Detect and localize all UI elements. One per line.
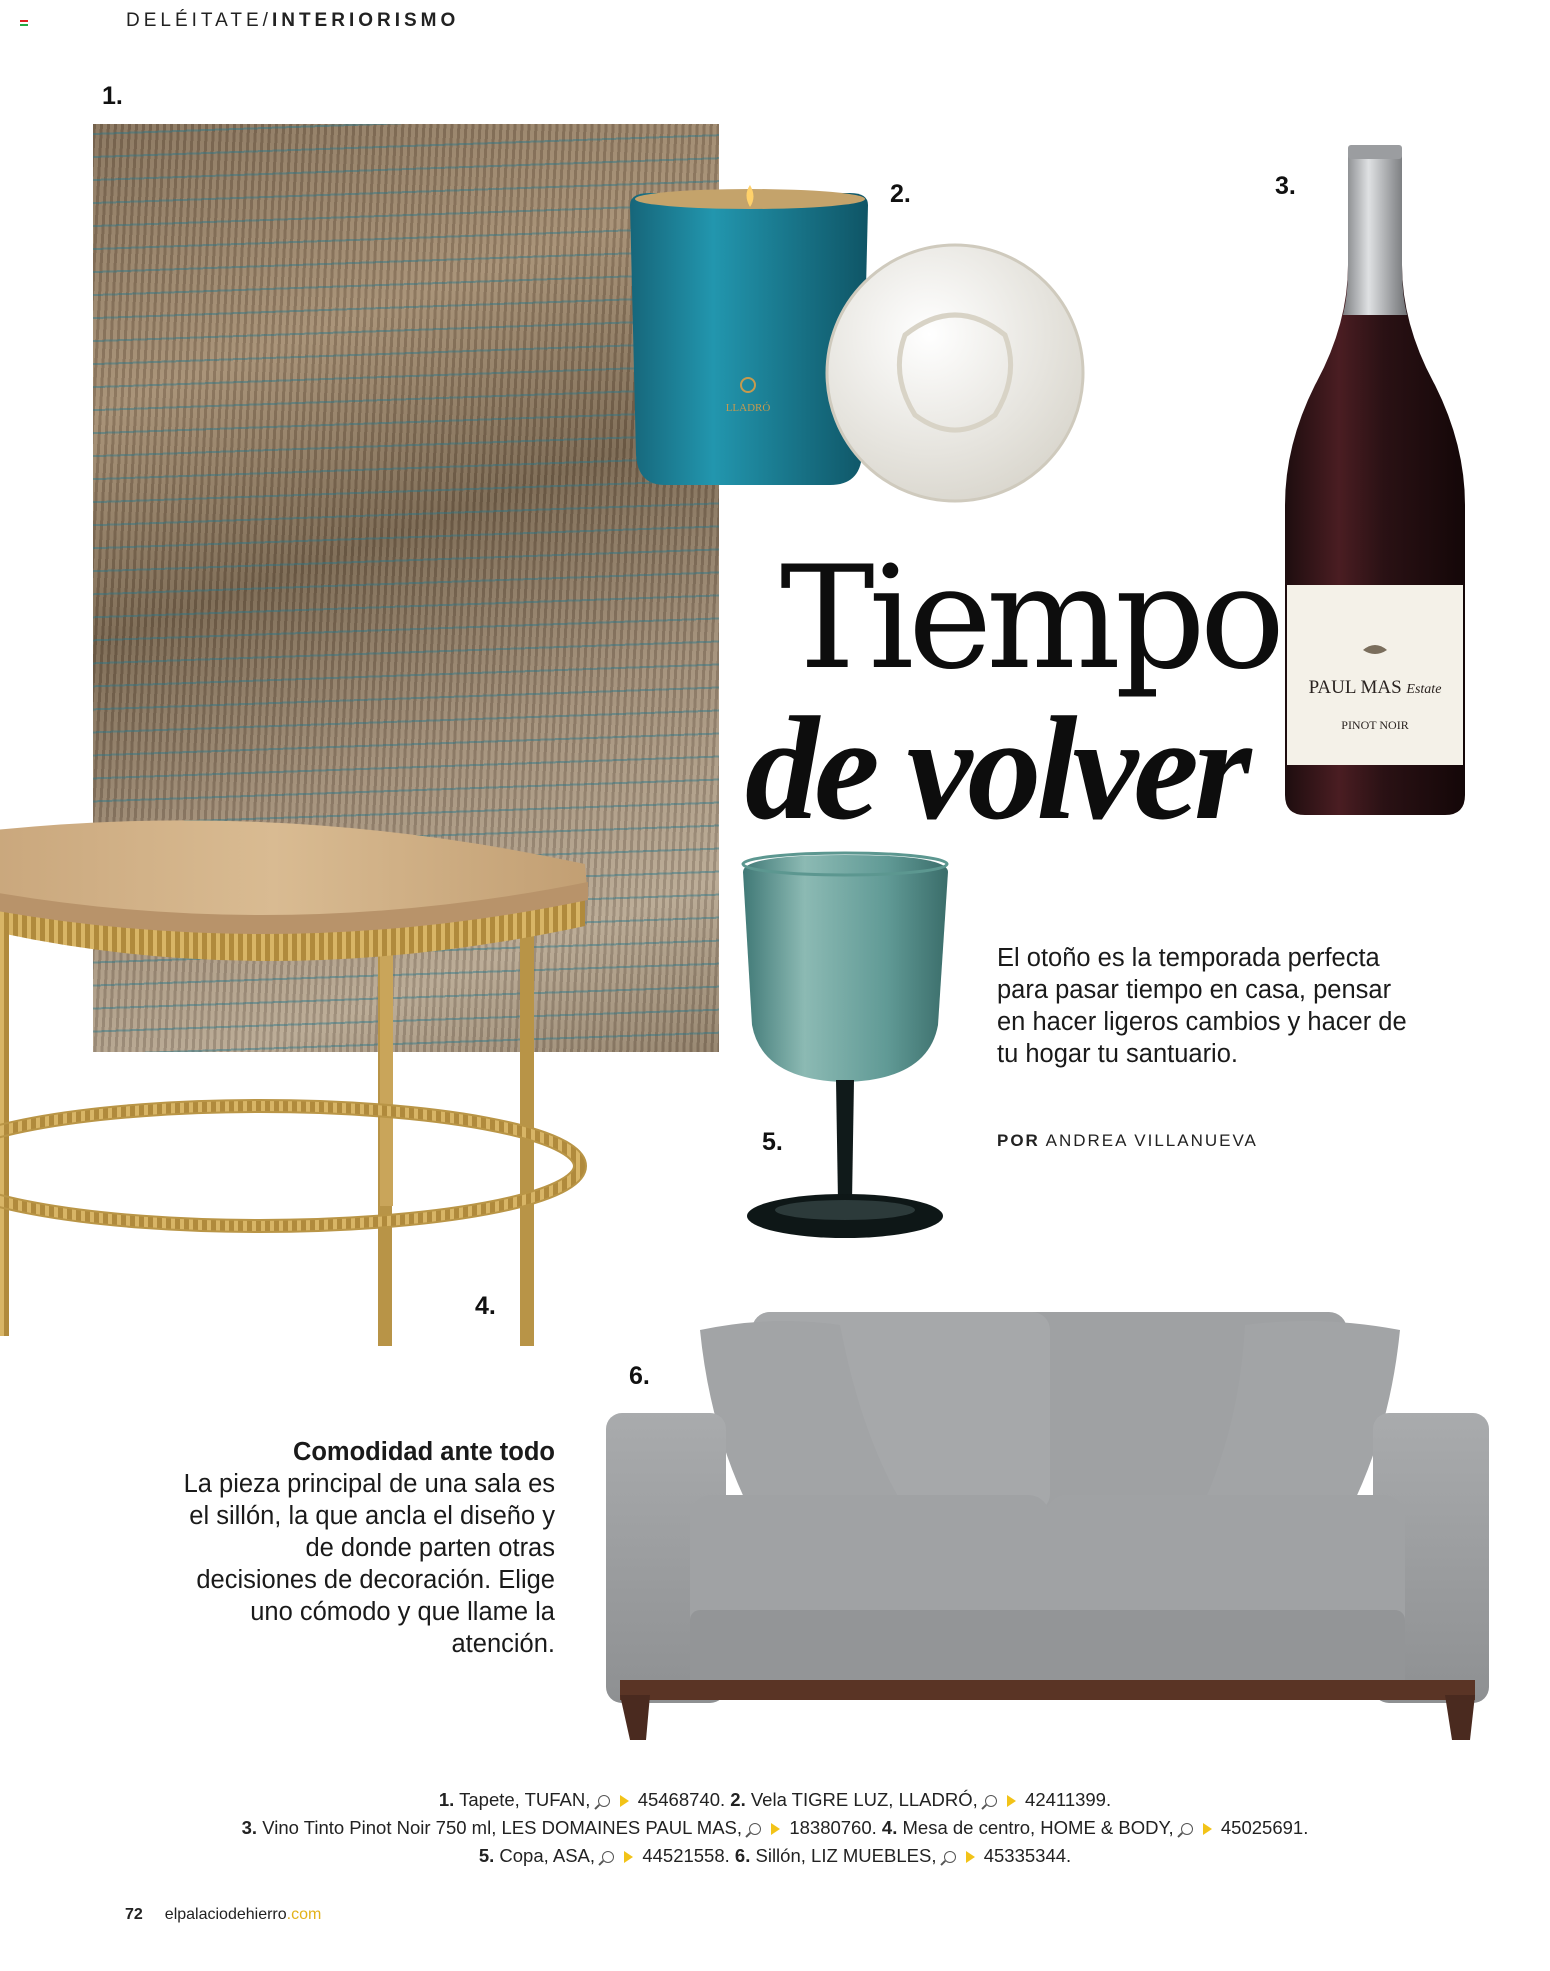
intro-paragraph: El otoño es la temporada perfecta para pasar tiempo en casa, pensar en hacer ligeros cambios y hacer de tu hogar tu santuario. (997, 944, 1407, 1068)
flag-icon (20, 20, 28, 26)
credit-num: 6. (734, 1845, 751, 1866)
candle-brand: LLADRÓ (725, 402, 771, 414)
play-arrow-icon (1203, 1823, 1212, 1835)
item-number-5: 5. (762, 1128, 783, 1156)
play-arrow-icon (1007, 1795, 1016, 1807)
play-arrow-icon (966, 1851, 975, 1863)
credits-line-3 (80, 1842, 1470, 1870)
search-icon (944, 1851, 956, 1863)
credit-text: Copa, ASA, (499, 1845, 596, 1866)
item-number-6: 6. (629, 1362, 650, 1390)
wine-varietal: PINOT NOIR (1341, 718, 1409, 732)
credits-line-1 (80, 1786, 1470, 1814)
credit-code: 42411399. (1025, 1789, 1112, 1810)
search-icon (598, 1795, 610, 1807)
sidebar-body: La pieza principal de una sala es el sillón, la que ancla el diseño y de donde parten otras decisiones de decoración. Elige uno cómodo y que llame la atención. (183, 1470, 555, 1658)
wine-bottle-image (1275, 145, 1475, 820)
byline (997, 1131, 1258, 1151)
credit-code: 45025691. (1220, 1817, 1309, 1838)
credit-text: Sillón, LIZ MUEBLES, (755, 1845, 937, 1866)
wine-glass-image (738, 850, 953, 1245)
footer-domain[interactable]: elpalaciodehierro (164, 1906, 287, 1923)
footer-domain-ext[interactable]: .com (286, 1906, 322, 1923)
credit-code: 18380760. (789, 1817, 877, 1838)
byline-author: ANDREA VILLANUEVA (1045, 1131, 1258, 1150)
credit-text: Vino Tinto Pinot Noir 750 ml, LES DOMAINES PAUL MAS, (262, 1817, 743, 1838)
search-icon (985, 1795, 997, 1807)
play-arrow-icon (624, 1851, 633, 1863)
search-icon (1181, 1823, 1193, 1835)
item-number-1: 1. (102, 82, 123, 110)
section-header (126, 10, 459, 32)
credits-line-2 (80, 1814, 1470, 1842)
search-icon (749, 1823, 761, 1835)
credit-text: Vela TIGRE LUZ, LLADRÓ, (750, 1789, 978, 1810)
article-title-line-2: de volver (745, 687, 1247, 851)
article-title-line-1: Tiempo (780, 536, 1280, 701)
page-footer (125, 1906, 321, 1924)
sofa-image (600, 1310, 1495, 1750)
wine-brand-script: Estate (1406, 682, 1442, 697)
credit-num: 2. (730, 1789, 746, 1810)
credit-num: 5. (478, 1845, 495, 1866)
product-credits (80, 1786, 1470, 1870)
credit-text: Tapete, TUFAN, (459, 1789, 591, 1810)
credit-num: 3. (241, 1817, 258, 1838)
credit-text: Mesa de centro, HOME & BODY, (902, 1817, 1174, 1838)
credit-num: 1. (438, 1789, 455, 1810)
section-separator: / (262, 10, 272, 31)
page-number: 72 (125, 1906, 143, 1923)
search-icon (602, 1851, 614, 1863)
credit-code: 44521558. (642, 1845, 730, 1866)
wine-brand: PAUL MAS (1308, 677, 1402, 698)
item-number-3: 3. (1275, 172, 1296, 200)
byline-label: POR (997, 1131, 1040, 1150)
play-arrow-icon (771, 1823, 780, 1835)
credit-code: 45335344. (983, 1845, 1072, 1866)
credit-code: 45468740. (637, 1789, 726, 1810)
item-number-4: 4. (475, 1292, 496, 1320)
sidebar-heading: Comodidad ante todo (292, 1438, 555, 1466)
play-arrow-icon (620, 1795, 629, 1807)
item-number-2: 2. (890, 180, 911, 208)
coffee-table-image (0, 816, 590, 1356)
section-bold: INTERIORISMO (271, 10, 460, 31)
credit-num: 4. (881, 1817, 898, 1838)
candle-image (620, 185, 1100, 505)
sidebar-text (180, 1436, 555, 1660)
section-light: DELÉITATE (126, 10, 263, 31)
